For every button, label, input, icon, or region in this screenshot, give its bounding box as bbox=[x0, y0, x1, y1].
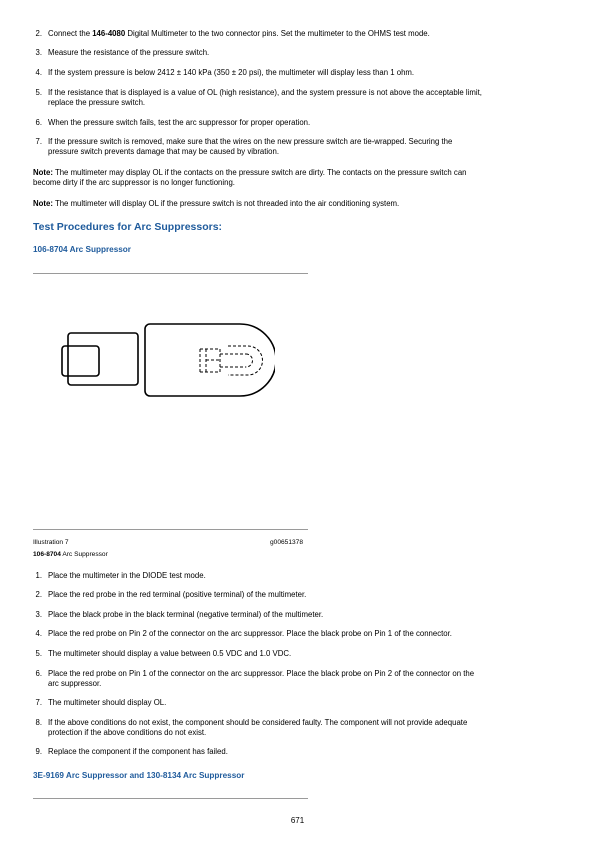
illustration-label: Illustration 7 bbox=[33, 539, 69, 546]
subsection-title: 3E-9169 Arc Suppressor and 130-8134 Arc Suppressor bbox=[33, 771, 245, 780]
list-item bbox=[28, 88, 568, 108]
list-number: 3. bbox=[35, 48, 42, 57]
list-text: arc suppressor. bbox=[48, 679, 102, 688]
list-number: 3. bbox=[35, 610, 42, 619]
subsection-title: 106-8704 Arc Suppressor bbox=[33, 245, 131, 254]
note-text: become dirty if the arc suppressor is no longer functioning. bbox=[33, 178, 235, 187]
list-text: The multimeter should display a value between 0.5 VDC and 1.0 VDC. bbox=[48, 649, 292, 658]
list-text: If the system pressure is below 2412 ± 140 kPa (350 ± 20 psi), the multimeter will display less than 1 ohm. bbox=[48, 68, 415, 77]
part-number: 146-4080 bbox=[92, 29, 126, 38]
text-fragment: Digital Multimeter to the two connector pins. Set the multimeter to the OHMS test mode. bbox=[125, 29, 430, 38]
caption-text: Arc Suppressor bbox=[60, 551, 108, 558]
list-item bbox=[28, 669, 568, 689]
list-number: 5. bbox=[35, 88, 42, 97]
list-text: pressure switch prevents damage that may be caused by vibration. bbox=[48, 147, 279, 156]
list-number: 7. bbox=[35, 698, 42, 707]
list-number: 2. bbox=[35, 590, 42, 599]
list-item bbox=[28, 137, 568, 157]
list-number: 9. bbox=[35, 747, 42, 756]
list-text: If the above conditions do not exist, the component should be considered faulty. The component will not provide adequate bbox=[48, 718, 468, 727]
list-number: 4. bbox=[35, 68, 42, 77]
note bbox=[33, 199, 563, 209]
section-title: Test Procedures for Arc Suppressors: bbox=[33, 221, 223, 233]
list-number: 6. bbox=[35, 118, 42, 127]
figure-caption bbox=[33, 550, 108, 559]
text-fragment: Connect the bbox=[48, 29, 93, 38]
list-text: If the resistance that is displayed is a value of OL (high resistance), and the system pressure is not above the acceptable limit, bbox=[48, 88, 482, 97]
list-text bbox=[48, 29, 430, 39]
arc-suppressor-illustration bbox=[60, 322, 275, 398]
illustration-code: g00651378 bbox=[270, 539, 304, 546]
list-text: replace the pressure switch. bbox=[48, 98, 146, 107]
list-number: 2. bbox=[35, 29, 42, 38]
note-label: Note: bbox=[33, 199, 53, 208]
list-text: When the pressure switch fails, test the arc suppressor for proper operation. bbox=[48, 118, 311, 127]
list-text: Place the multimeter in the DIODE test mode. bbox=[48, 571, 206, 580]
list-text: Place the red probe on Pin 2 of the connector on the arc suppressor. Place the black probe on Pin 1 of the connector. bbox=[48, 629, 452, 638]
note-text: The multimeter may display OL if the contacts on the pressure switch are dirty. The contacts on the pressure switch can bbox=[52, 168, 467, 177]
list-text: Replace the component if the component has failed. bbox=[48, 747, 228, 756]
list-number: 5. bbox=[35, 649, 42, 658]
page-number: 671 bbox=[290, 816, 305, 825]
note-text: The multimeter will display OL if the pressure switch is not threaded into the air conditioning system. bbox=[52, 199, 400, 208]
note-label: Note: bbox=[33, 168, 53, 177]
list-text: If the pressure switch is removed, make sure that the wires on the new pressure switch are tie-wrapped. Securing the bbox=[48, 137, 453, 146]
list-item bbox=[28, 718, 568, 738]
list-number: 8. bbox=[35, 718, 42, 727]
list-number: 6. bbox=[35, 669, 42, 678]
list-text: protection if the above conditions do not exist. bbox=[48, 728, 207, 737]
list-text: The multimeter should display OL. bbox=[48, 698, 167, 707]
list-text: Place the red probe in the red terminal (positive terminal) of the multimeter. bbox=[48, 590, 307, 599]
list-text: Place the black probe in the black terminal (negative terminal) of the multimeter. bbox=[48, 610, 324, 619]
list-number: 1. bbox=[35, 571, 42, 580]
note bbox=[33, 168, 563, 188]
divider bbox=[33, 273, 308, 274]
divider bbox=[33, 529, 308, 530]
list-text: Place the red probe on Pin 1 of the connector on the arc suppressor. Place the black probe on Pin 2 of the connector on the bbox=[48, 669, 475, 678]
divider bbox=[33, 798, 308, 799]
list-text: Measure the resistance of the pressure switch. bbox=[48, 48, 210, 57]
list-number: 7. bbox=[35, 137, 42, 146]
part-number: 106-8704 bbox=[33, 551, 61, 558]
list-number: 4. bbox=[35, 629, 42, 638]
